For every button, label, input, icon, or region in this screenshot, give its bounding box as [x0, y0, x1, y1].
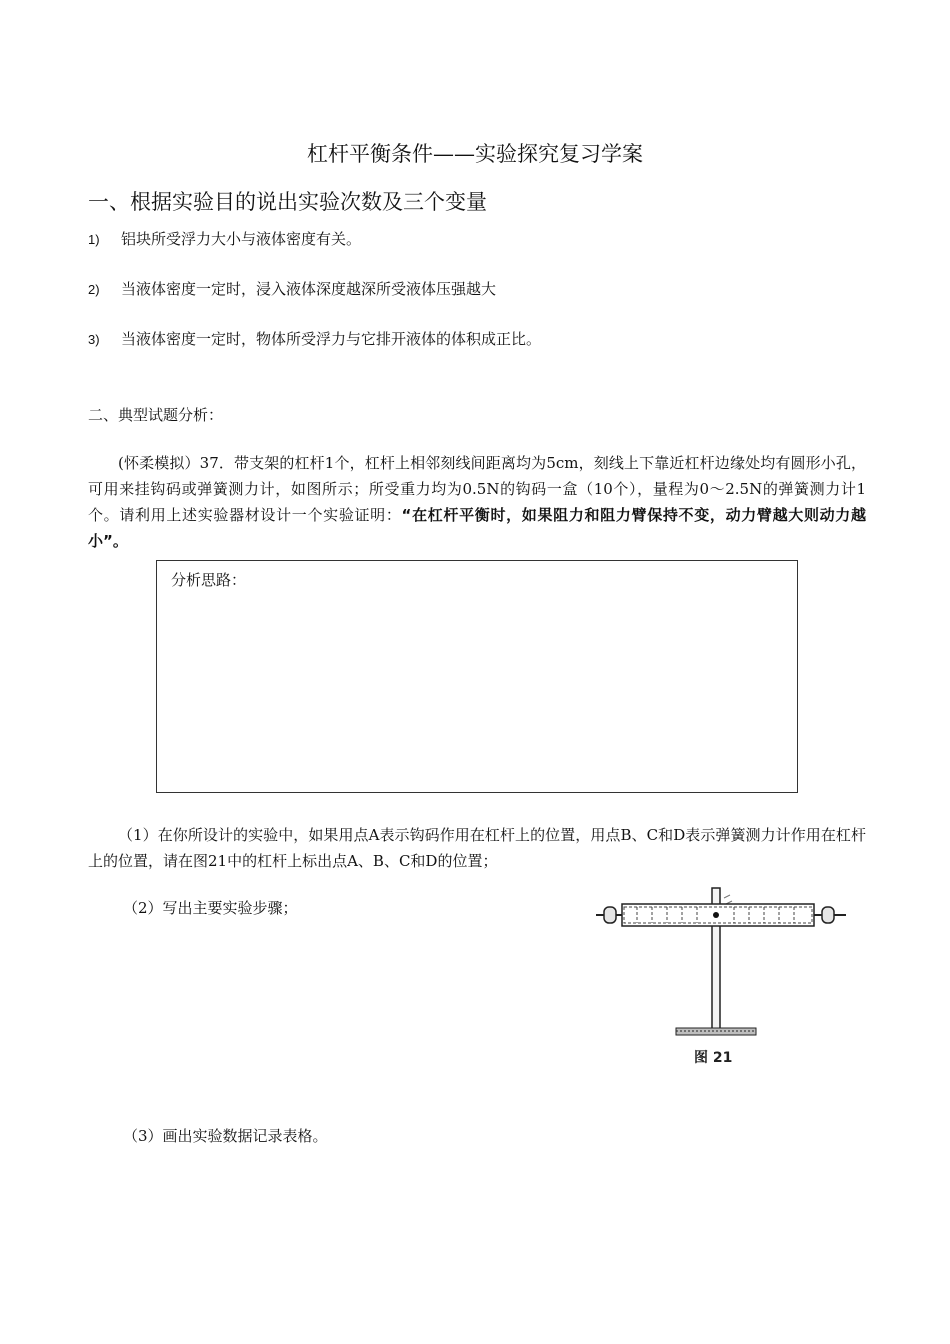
list-item	[88, 228, 361, 249]
question-3: （3）画出实验数据记录表格。	[123, 1127, 328, 1145]
problem-text: (怀柔模拟）37．带支架的杠杆1个，杠杆上相邻刻线间距离均为5cm，刻线上下靠近杠杆边缘处均有圆形小孔，可用来挂钩码或弹簧测力计，如图所示；所受重力均为0.5N的钩码一盒（10个），量程为0～2.5N的弹簧测力计1个。请利用上述实验器材设计一个实验证明：	[88, 454, 866, 524]
question-2: （2）写出主要实验步骤；	[123, 899, 298, 917]
list-item-number: 3)	[88, 332, 100, 347]
analysis-box-label: 分析思路：	[171, 571, 247, 589]
lever-figure	[594, 884, 850, 1074]
list-item	[88, 278, 496, 299]
list-item	[88, 328, 541, 349]
section2-heading: 二、典型试题分析：	[88, 406, 224, 424]
problem-bold-statement: “在杠杆平衡时，如果阻力和阻力臂保持不变，动力臂越大则动力越小”。	[88, 506, 866, 550]
question-1: （1）在你所设计的实验中，如果用点A表示钩码作用在杠杆上的位置，用点B、C和D表示弹簧测力计作用在杠杆上的位置，请在图21中的杠杆上标出点A、B、C和D的位置；	[88, 826, 866, 870]
list-item-number: 1)	[88, 232, 100, 247]
lever-diagram	[594, 884, 850, 1070]
figure-caption: 图 21	[694, 1050, 733, 1066]
list-item-text: 当液体密度一定时，物体所受浮力与它排开液体的体积成正比。	[121, 330, 542, 348]
problem-paragraph	[88, 450, 866, 554]
analysis-box	[156, 560, 798, 793]
page-title: 杠杆平衡条件——实验探究复习学案	[307, 142, 643, 166]
list-item-number: 2)	[88, 282, 100, 297]
list-item-text: 铝块所受浮力大小与液体密度有关。	[121, 230, 362, 248]
list-item-text: 当液体密度一定时，浸入液体深度越深所受液体压强越大	[121, 280, 497, 298]
section1-heading: 一、根据实验目的说出实验次数及三个变量	[88, 190, 487, 214]
